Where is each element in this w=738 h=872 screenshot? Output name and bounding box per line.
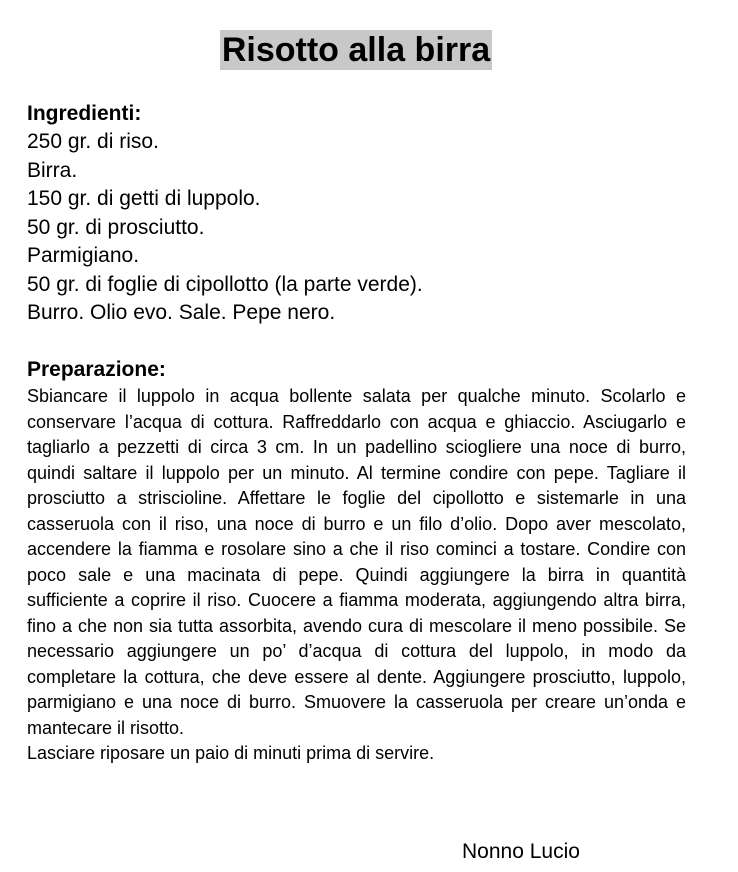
ingredients-section — [27, 100, 717, 328]
ingredients-heading: Ingredienti: — [27, 102, 142, 125]
ingredient-item: Birra. — [27, 158, 78, 182]
ingredient-item: 250 gr. di riso. — [27, 130, 159, 153]
ingredient-item: Parmigiano. — [27, 244, 140, 267]
ingredient-item: 50 gr. di foglie di cipollotto (la parte verde). — [27, 272, 423, 296]
preparation-closing: Lasciare riposare un paio di minuti prima di servire. — [27, 743, 435, 763]
ingredient-item: Burro. Olio evo. Sale. Pepe nero. — [27, 301, 336, 324]
recipe-title: Risotto alla birra — [221, 31, 491, 69]
ingredient-item: 150 gr. di getti di luppolo. — [27, 187, 261, 210]
preparation-section — [27, 356, 686, 767]
signature: Nonno Lucio — [462, 840, 580, 863]
preparation-heading: Preparazione: — [27, 358, 166, 381]
ingredient-item: 50 gr. di prosciutto. — [27, 215, 205, 239]
preparation-body: Sbiancare il luppolo in acqua bollente salata per qualche minuto. Scolarlo e conservare l’acqua di cottura. Raffreddarlo con acqua e ghiaccio. Asciugarlo e tagliarlo a pezzetti di circa 3 cm. In un padellino sciogliere una noce di burro, quindi saltare il luppolo per un minuto. Al termine condire con pepe. Tagliare il prosciutto a striscioline. Affettare le foglie del cipollotto e sistemarle in una casseruola con il riso, una noce di burro e un filo d’olio. Dopo aver mescolato, accendere la fiamma e rosolare sino a che il riso cominci a tostare. Condire con poco sale e una macinata di pepe. Quindi aggiungere la birra in quantità sufficiente a coprire il riso. Cuocere a fiamma moderata, aggiungendo altra birra, fino a che non sia tutta assorbita, avendo cura di mescolare il meno possibile. Se necessario aggiungere un po’ d’acqua di cottura del luppolo, in modo da completare la cottura, che deve essere al dente. Aggiungere prosciutto, luppolo, parmigiano e una noce di burro. Smuovere la casseruola per creare un’onda e mantecare il risotto. — [27, 386, 686, 738]
title-container — [0, 30, 712, 70]
ingredient-list — [27, 128, 717, 328]
